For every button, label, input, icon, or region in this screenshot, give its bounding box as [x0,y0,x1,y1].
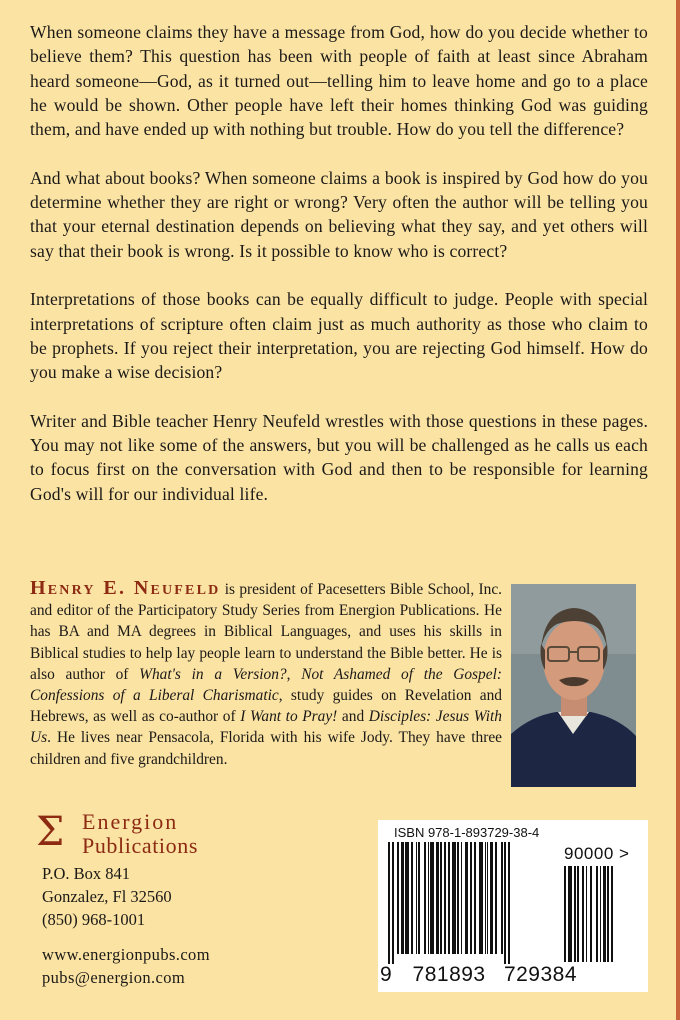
ean-digits-left: 781893 [412,963,486,986]
address-line: Gonzalez, Fl 32560 [42,887,172,906]
ean-barcode-bars [388,842,560,964]
author-name: Henry E. Neufeld [30,577,221,599]
ean-digit-first: 9 [380,963,393,986]
publisher-name-line: Publications [82,833,198,858]
ean-digits [380,963,577,987]
blurb-paragraph: Writer and Bible teacher Henry Neufeld wrestles with those questions in these pages. You may not like some of the answers, but you will be challenged as he calls us each to focus first on the conversation with God and then to be responsible for learning God's will for our individual life. [30,410,648,504]
isbn-barcode [378,820,648,992]
email-link[interactable]: pubs@energion.com [42,968,186,987]
website-link[interactable]: www.energionpubs.com [42,945,210,964]
bio-text: . He lives near Pensacola, Florida with his wife Jody. They have three children and five grandchildren. [30,729,502,768]
publisher-contact [42,943,210,989]
sigma-logo-icon: Σ [36,809,65,855]
book-title: I Want to Pray! [240,708,338,726]
publisher-address [42,862,172,931]
blurb-paragraph: When someone claims they have a message from God, how do you decide whether to believe them? This question has been with people of faith at least since Abraham heard someone—God, as it turned out—telling him to leave home and go to a place he would be shown. Other people have left their homes thinking God was guiding them, and have ended up with nothing but trouble. How do you tell the difference? [30,22,648,140]
blurb-paragraph: Interpretations of those books can be equally difficult to judge. People with special interpretations of scripture often claim just as much authority as those who claim to be prophets. If you reject their interpretation, you are rejecting God himself. How do you make a wise decision? [30,289,648,383]
publisher-name [82,810,198,858]
blurb-paragraph: And what about books? When someone claims a book is inspired by God how do you determine whether they are right or wrong? Very often the author will be telling you that your eternal destination depends on believing what they say, and yet others will say that their book is wrong. Is it possible to know who is correct? [30,167,648,261]
bio-text: is president of Pacesetters Bible School, Inc. and editor of the Participatory Study Series from Energion Publications. He has BA and MA degrees in Biblical Languages, and uses his skills in Biblical studies to help lay people learn to understand the Bible better. He is also author of [30,581,502,683]
ean-digits-right: 729384 [503,963,578,986]
bio-text: , study guides on Revelation and Hebrews, as well as co-author of [30,687,503,726]
back-cover-blurb [30,20,648,530]
author-photo [511,584,636,787]
book-title: What's in a Version? [139,665,287,683]
price-code: 90000 > [564,844,630,863]
author-bio [30,578,502,770]
isbn-label: ISBN 978-1-893729-38-4 [394,825,540,840]
addon-barcode-bars [564,866,624,964]
bio-text: and [337,708,369,726]
book-title: Not Ashamed of the Gospel: Confessions of a Liberal Charismatic [30,665,502,705]
bio-text: , [286,665,302,683]
book-title: Disciples: Jesus With Us [30,708,502,747]
publisher-name-line: Energion [82,809,179,834]
spine-edge [676,0,680,1020]
address-line: P.O. Box 841 [42,864,131,883]
phone-number: (850) 968-1001 [42,910,146,929]
